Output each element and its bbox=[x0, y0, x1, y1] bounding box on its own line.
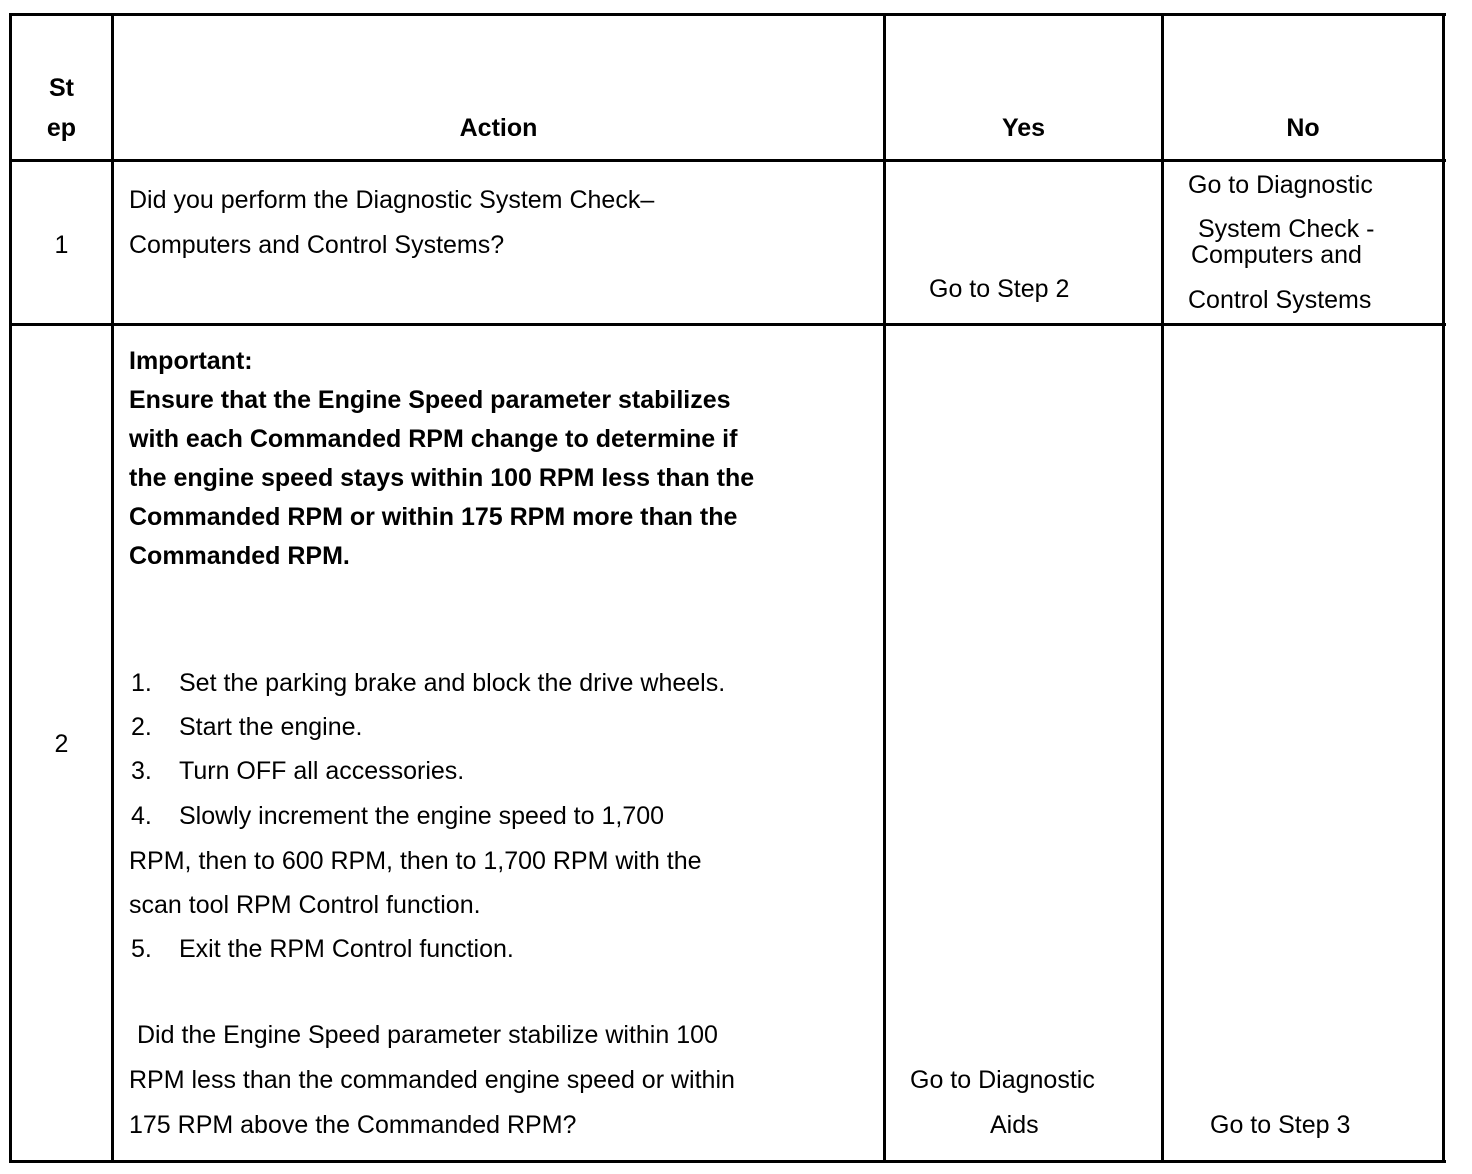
list-item-text: Slowly increment the engine speed to 1,700 bbox=[179, 802, 665, 830]
row-divider bbox=[9, 323, 1446, 326]
list-item-continuation: scan tool RPM Control function. bbox=[129, 891, 481, 919]
list-item-number: 4. bbox=[131, 802, 152, 830]
row2-important-line2: with each Commanded RPM change to determine if bbox=[129, 425, 738, 453]
row1-action-line1: Did you perform the Diagnostic System Check– bbox=[129, 186, 655, 214]
row2-question-line1: Did the Engine Speed parameter stabilize within 100 bbox=[137, 1021, 718, 1049]
row2-important-line5: Commanded RPM. bbox=[129, 542, 350, 570]
row1-no-line3: Computers and bbox=[1191, 241, 1362, 269]
header-step-line2: ep bbox=[46, 114, 77, 142]
header-yes: Yes bbox=[1001, 114, 1046, 142]
col-divider-step bbox=[111, 13, 114, 1163]
row2-step: 2 bbox=[54, 730, 69, 758]
row2-yes-line1: Go to Diagnostic bbox=[910, 1066, 1095, 1094]
row1-step: 1 bbox=[54, 231, 69, 259]
col-divider-action bbox=[883, 13, 886, 1163]
list-item-number: 5. bbox=[131, 935, 152, 963]
row2-important-line1: Ensure that the Engine Speed parameter stabilizes bbox=[129, 386, 731, 414]
row1-no-line1: Go to Diagnostic bbox=[1188, 171, 1373, 199]
row2-no: Go to Step 3 bbox=[1210, 1111, 1351, 1139]
list-item-continuation: RPM, then to 600 RPM, then to 1,700 RPM with the bbox=[129, 847, 702, 875]
header-no: No bbox=[1286, 114, 1320, 142]
row1-no-line2: System Check - bbox=[1198, 215, 1375, 243]
list-item-number: 2. bbox=[131, 713, 152, 741]
list-item bbox=[131, 668, 725, 698]
header-step-line1: St bbox=[49, 74, 74, 102]
list-item bbox=[131, 756, 464, 786]
row2-question-line3: 175 RPM above the Commanded RPM? bbox=[129, 1111, 577, 1139]
row2-important-label: Important: bbox=[129, 347, 253, 375]
list-item-text: Start the engine. bbox=[179, 713, 363, 741]
row1-no-line4: Control Systems bbox=[1188, 286, 1372, 314]
row2-yes-line2: Aids bbox=[990, 1111, 1039, 1139]
list-item-text: Turn OFF all accessories. bbox=[179, 757, 465, 785]
list-item bbox=[131, 934, 514, 964]
table-border-right bbox=[1442, 13, 1445, 1163]
header-divider bbox=[9, 159, 1446, 162]
list-item-text: Set the parking brake and block the drive wheels. bbox=[179, 669, 726, 697]
col-divider-yes bbox=[1161, 13, 1164, 1163]
row1-yes: Go to Step 2 bbox=[929, 275, 1070, 303]
list-item-text: Exit the RPM Control function. bbox=[179, 935, 514, 963]
list-item bbox=[131, 801, 664, 831]
row1-action-line2: Computers and Control Systems? bbox=[129, 231, 505, 259]
list-item-number: 1. bbox=[131, 669, 152, 697]
row2-question-line2: RPM less than the commanded engine speed or within bbox=[129, 1066, 735, 1094]
header-action: Action bbox=[459, 114, 538, 142]
row2-important-line3: the engine speed stays within 100 RPM less than the bbox=[129, 464, 755, 492]
table-border-left bbox=[9, 13, 12, 1163]
table-border-bottom bbox=[9, 1160, 1446, 1163]
table-border-top bbox=[9, 13, 1446, 16]
row2-important-line4: Commanded RPM or within 175 RPM more than the bbox=[129, 503, 738, 531]
list-item-number: 3. bbox=[131, 757, 152, 785]
list-item bbox=[131, 712, 362, 742]
